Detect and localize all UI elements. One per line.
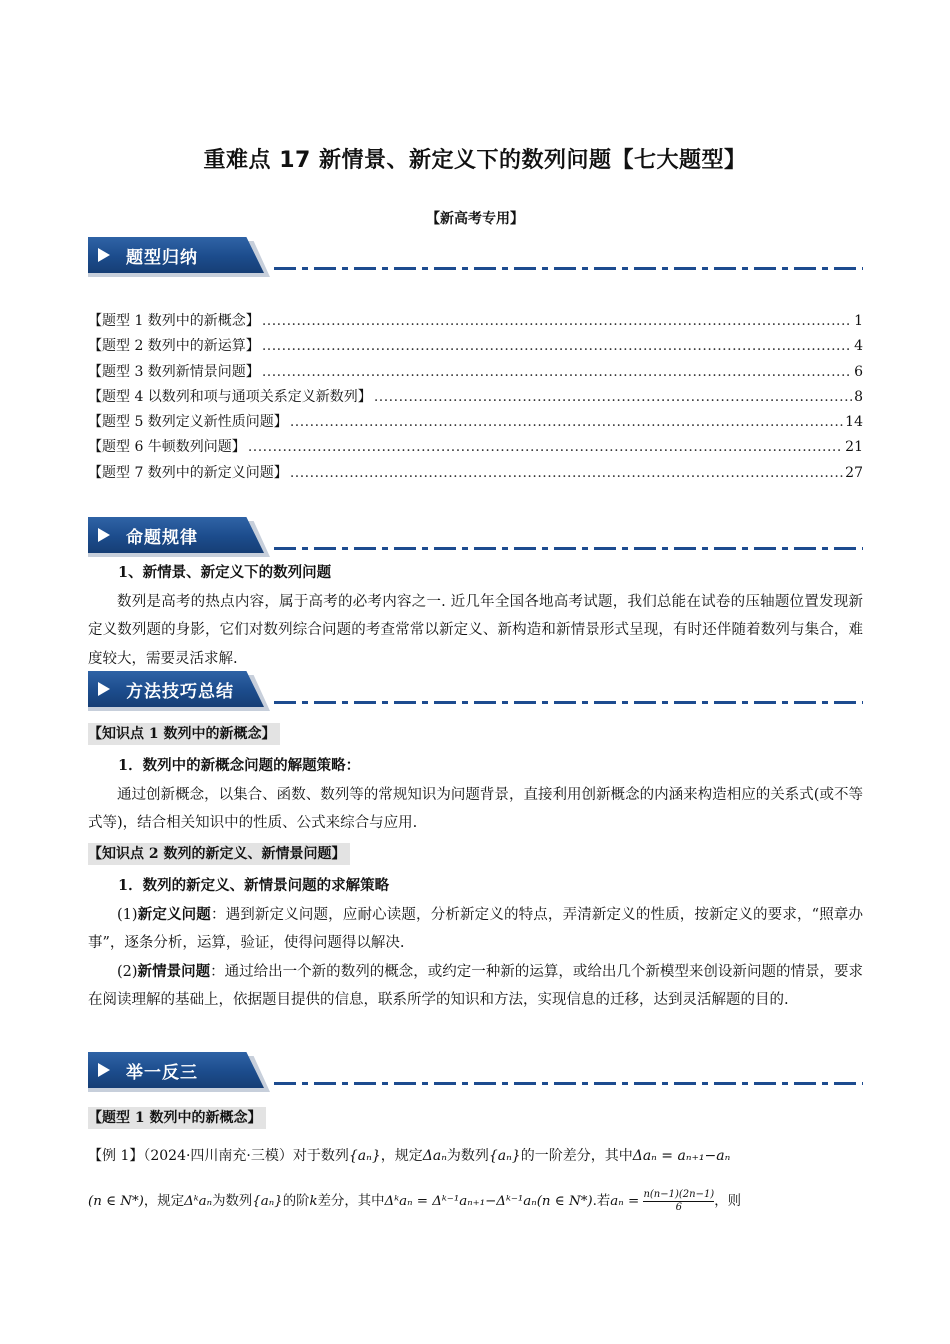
text: .若 bbox=[592, 1194, 611, 1209]
toc-item[interactable] bbox=[88, 336, 863, 361]
toc-label: 【题型 5 数列定义新性质问题】 bbox=[88, 414, 288, 431]
math-dk-def: Δᵏaₙ = Δᵏ⁻¹aₙ₊₁−Δᵏ⁻¹aₙ(n ∈ N*) bbox=[384, 1194, 593, 1209]
page-subtitle: 【新高考专用】 bbox=[426, 211, 524, 227]
toc-leader bbox=[262, 311, 852, 331]
p2-bold: 新情景问题 bbox=[137, 962, 211, 980]
toc-label: 【题型 7 数列中的新定义问题】 bbox=[88, 464, 288, 481]
section-banner-types bbox=[88, 237, 863, 275]
toc-leader bbox=[374, 387, 852, 407]
question-type-label: 【题型 1 数列中的新概念】 bbox=[88, 1107, 266, 1129]
banner-label: 题型归纳 bbox=[126, 248, 198, 268]
kp1-paragraph: 通过创新概念，以集合、函数、数列等的常规知识为问题背景，直接利用创新概念的内涵来构造相应的关系式(或不等式等)，结合相关知识中的性质、公式来综合与应用. bbox=[88, 786, 863, 831]
toc-label: 【题型 3 数列新情景问题】 bbox=[88, 363, 260, 380]
toc-leader bbox=[262, 362, 852, 382]
toc-page: 14 bbox=[845, 414, 863, 431]
p2-lead: (2) bbox=[117, 963, 138, 980]
text: ，则 bbox=[714, 1194, 741, 1209]
banner-label: 命题规律 bbox=[126, 528, 198, 548]
math-k: k bbox=[309, 1194, 318, 1209]
section-banner-methods bbox=[88, 671, 863, 709]
example-1 bbox=[88, 1145, 863, 1214]
math-fraction bbox=[643, 1189, 714, 1214]
dash-divider bbox=[274, 1082, 863, 1085]
math-seq: {aₙ} bbox=[252, 1194, 283, 1209]
toc-item[interactable] bbox=[88, 412, 863, 437]
example-line-2 bbox=[88, 1189, 863, 1214]
p1-bold: 新定义问题 bbox=[137, 905, 211, 923]
kp2-heading: 1．数列的新定义、新情景问题的求解策略 bbox=[118, 877, 390, 894]
section-banner-law bbox=[88, 517, 863, 555]
math-an: aₙ = bbox=[610, 1194, 640, 1209]
toc-label: 【题型 6 牛顿数列问题】 bbox=[88, 439, 246, 456]
toc-item[interactable] bbox=[88, 387, 863, 412]
law-section bbox=[88, 559, 863, 673]
text: ，规定 bbox=[143, 1194, 185, 1209]
text: 【例 1】（2024·四川南充·三模）对于数列 bbox=[88, 1148, 349, 1164]
fraction-denominator: 6 bbox=[675, 1202, 683, 1213]
toc-leader bbox=[290, 412, 843, 432]
toc-leader bbox=[290, 463, 843, 483]
toc-page: 8 bbox=[854, 388, 863, 405]
play-arrow-icon bbox=[98, 1063, 110, 1077]
toc-item[interactable] bbox=[88, 437, 863, 462]
text: 为数列 bbox=[212, 1194, 253, 1209]
kp2-paragraph-2 bbox=[88, 958, 863, 1015]
dash-divider bbox=[274, 267, 863, 270]
toc-page: 1 bbox=[854, 313, 863, 329]
play-arrow-icon bbox=[98, 528, 110, 542]
p1-lead: (1) bbox=[117, 906, 138, 923]
play-arrow-icon bbox=[98, 682, 110, 696]
text: ，规定 bbox=[380, 1148, 423, 1164]
law-paragraph: 数列是高考的热点内容，属于高考的必考内容之一. 近几年全国各地高考试题，我们总能在试卷的压轴题位置发现新定义数列题的身影，它们对数列综合问题的考查常常以新定义、新构造和新情景形式呈现，有时还伴随着数列与集合，难度较大，需要灵活求解. bbox=[88, 593, 863, 667]
toc-item[interactable] bbox=[88, 463, 863, 488]
toc-leader bbox=[262, 336, 852, 356]
toc-leader bbox=[248, 437, 843, 457]
toc-page: 4 bbox=[854, 338, 863, 355]
toc-label: 【题型 4 以数列和项与通项关系定义新数列】 bbox=[88, 388, 372, 405]
table-of-contents bbox=[88, 311, 863, 488]
kp1-heading: 1．数列中的新概念问题的解题策略： bbox=[118, 757, 361, 774]
math-seq: {aₙ} bbox=[348, 1148, 381, 1164]
text: 的阶 bbox=[282, 1194, 310, 1209]
play-arrow-icon bbox=[98, 248, 110, 262]
banner-label: 方法技巧总结 bbox=[126, 682, 234, 702]
page-title: 重难点 17 新情景、新定义下的数列问题【七大题型】 bbox=[203, 148, 747, 173]
knowledge-point-label: 【知识点 2 数列的新定义、新情景问题】 bbox=[88, 843, 350, 865]
fraction-numerator: n(n−1)(2n−1) bbox=[643, 1189, 715, 1200]
toc-page: 21 bbox=[845, 439, 863, 456]
math-n-in-N: (n ∈ N*) bbox=[88, 1194, 144, 1209]
text: 为数列 bbox=[446, 1148, 489, 1164]
toc-item[interactable] bbox=[88, 311, 863, 336]
toc-item[interactable] bbox=[88, 362, 863, 387]
kp1-section bbox=[88, 752, 863, 838]
text: 的一阶差分，其中 bbox=[520, 1148, 633, 1164]
p1-text: ：遇到新定义问题，应耐心读题，分析新定义的特点，弄清新定义的性质，按新定义的要求，“照章办事”，逐条分析，运算，验证，使得问题得以解决. bbox=[88, 906, 863, 951]
knowledge-point-label: 【知识点 1 数列中的新概念】 bbox=[88, 723, 280, 745]
math-delta: Δaₙ bbox=[422, 1148, 447, 1164]
kp2-section bbox=[88, 872, 863, 1015]
example-line-1 bbox=[88, 1145, 863, 1167]
toc-label: 【题型 2 数列中的新运算】 bbox=[88, 338, 260, 355]
toc-page: 27 bbox=[845, 464, 863, 481]
text: 差分，其中 bbox=[317, 1194, 385, 1209]
banner-label: 举一反三 bbox=[126, 1063, 198, 1083]
kp2-paragraph-1 bbox=[88, 901, 863, 958]
math-delta-def: Δaₙ = aₙ₊₁−aₙ bbox=[632, 1148, 731, 1164]
section-banner-practice bbox=[88, 1052, 863, 1090]
dash-divider bbox=[274, 701, 863, 704]
math-dk: Δᵏaₙ bbox=[184, 1194, 213, 1209]
math-seq: {aₙ} bbox=[488, 1148, 521, 1164]
law-heading: 1、新情景、新定义下的数列问题 bbox=[118, 564, 332, 581]
toc-label: 【题型 1 数列中的新概念】 bbox=[88, 313, 260, 329]
dash-divider bbox=[274, 547, 863, 550]
toc-page: 6 bbox=[854, 363, 863, 380]
p2-text: ：通过给出一个新的数列的概念，或约定一种新的运算，或给出几个新模型来创设新问题的情景，要求在阅读理解的基础上，依据题目提供的信息，联系所学的知识和方法，实现信息的迁移，达到灵活解题的目的. bbox=[88, 963, 864, 1008]
